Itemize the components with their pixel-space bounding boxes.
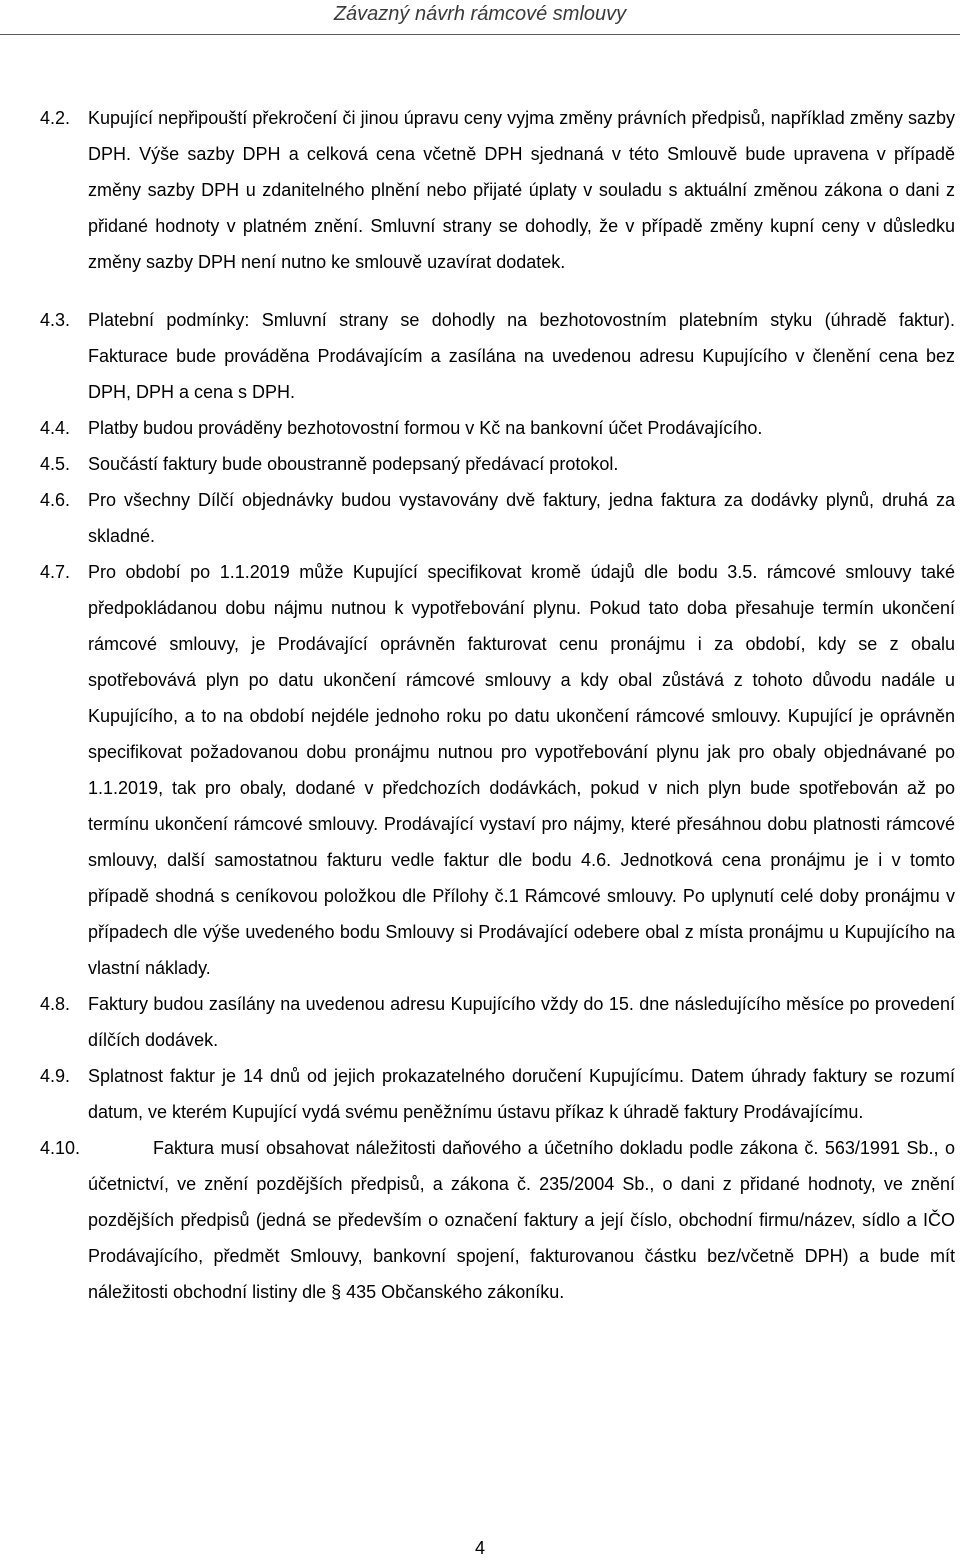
clause-number: 4.4. <box>40 418 71 438</box>
document-header <box>0 0 960 28</box>
clause-text: Kupující nepřipouští překročení či jinou úpravu ceny vyjma změny právních předpisů, například změny sazby DPH. Výše sazby DPH a celková cena včetně DPH sjednaná v této Smlouvě bude upravena v případě změny sazby DPH u zdanitelného plnění nebo přijaté úplaty v souladu s aktuální změnou zákona o dani z přidané hodnoty v platném znění. Smluvní strany se dohodly, že v případě změny kupní ceny v důsledku změny sazby DPH není nutno ke smlouvě uzavírat dodatek. <box>88 108 955 272</box>
header-divider <box>0 34 960 35</box>
clause-text: Pro období po 1.1.2019 může Kupující specifikovat kromě údajů dle bodu 3.5. rámcové smlouvy také předpokládanou dobu nájmu nutnou k vypotřebování plynu. Pokud tato doba přesahuje termín ukončení rámcové smlouvy, je Prodávající oprávněn fakturovat cenu pronájmu i za období, kdy se z obalu spotřebovává plyn po datu ukončení rámcové smlouvy a kdy obal zůstává z tohoto důvodu nadále u Kupujícího, a to na období nejdéle jednoho roku po datu ukončení rámcové smlouvy. Kupující je oprávněn specifikovat požadovanou dobu pronájmu nutnou pro vypotřebování plynu jak pro obaly objednávané po 1.1.2019, tak pro obaly, dodané v předchozích dodávkách, pokud v nich plyn bude spotřebován až po termínu ukončení rámcové smlouvy. Prodávající vystaví pro nájmy, které přesáhnou dobu platnosti rámcové smlouvy, další samostatnou fakturu vedle faktur dle bodu 4.6. Jednotková cena pronájmu je i v tomto případě shodná s ceníkovou položkou dle Přílohy č.1 Rámcové smlouvy. Po uplynutí celé doby pronájmu v případech dle výše uvedeného bodu Smlouvy si Prodávající odebere obal z místa pronájmu u Kupujícího na vlastní náklady. <box>88 562 955 978</box>
clause-text: Faktura musí obsahovat náležitosti daňového a účetního dokladu podle zákona č. 563/1991 Sb., o účetnictví, ve znění pozdějších předpisů, a zákona č. 235/2004 Sb., o dani z přidané hodnoty, ve znění pozdějších předpisů (jedná se především o označení faktury a její číslo, obchodní firmu/název, sídlo a IČO Prodávajícího, předmět Smlouvy, bankovní spojení, fakturovanou částku bez/včetně DPH) a bude mít náležitosti obchodní listiny dle § 435 Občanského zákoníku. <box>88 1138 955 1302</box>
document-body <box>40 100 955 1310</box>
clause-number: 4.8. <box>40 994 71 1014</box>
clause-text: Platby budou prováděny bezhotovostní formou v Kč na bankovní účet Prodávajícího. <box>88 418 763 438</box>
clause-text: Součástí faktury bude oboustranně podepsaný předávací protokol. <box>88 454 619 474</box>
clause-text: Platební podmínky: Smluvní strany se dohodly na bezhotovostním platebním styku (úhradě faktur). Fakturace bude prováděna Prodávajícím a zasílána na uvedenou adresu Kupujícího v členění cena bez DPH, DPH a cena s DPH. <box>88 310 955 402</box>
clause-number: 4.2. <box>40 108 71 128</box>
clause-4-5 <box>40 446 955 482</box>
clause-number: 4.3. <box>40 310 71 330</box>
clause-number: 4.6. <box>40 490 71 510</box>
header-title: Závazný návrh rámcové smlouvy <box>333 3 627 25</box>
clause-number: 4.9. <box>40 1066 71 1086</box>
clause-4-10 <box>40 1130 955 1310</box>
clause-4-2 <box>40 100 955 280</box>
clause-4-4 <box>40 410 955 446</box>
clause-4-8 <box>40 986 955 1058</box>
clause-text: Splatnost faktur je 14 dnů od jejich prokazatelného doručení Kupujícímu. Datem úhrady faktury se rozumí datum, ve kterém Kupující vydá svému peněžnímu ústavu příkaz k úhradě faktury Prodávajícímu. <box>88 1066 955 1122</box>
clause-4-6 <box>40 482 955 554</box>
clause-number: 4.10. <box>40 1138 81 1158</box>
page-number: 4 <box>474 1538 485 1558</box>
clause-4-3 <box>40 302 955 410</box>
clause-number: 4.7. <box>40 562 71 582</box>
clause-number: 4.5. <box>40 454 71 474</box>
clause-4-7 <box>40 554 955 986</box>
clause-text: Pro všechny Dílčí objednávky budou vystavovány dvě faktury, jedna faktura za dodávky plynů, druhá za skladné. <box>88 490 955 546</box>
clause-4-9 <box>40 1058 955 1130</box>
clause-text: Faktury budou zasílány na uvedenou adresu Kupujícího vždy do 15. dne následujícího měsíce po provedení dílčích dodávek. <box>88 994 955 1050</box>
